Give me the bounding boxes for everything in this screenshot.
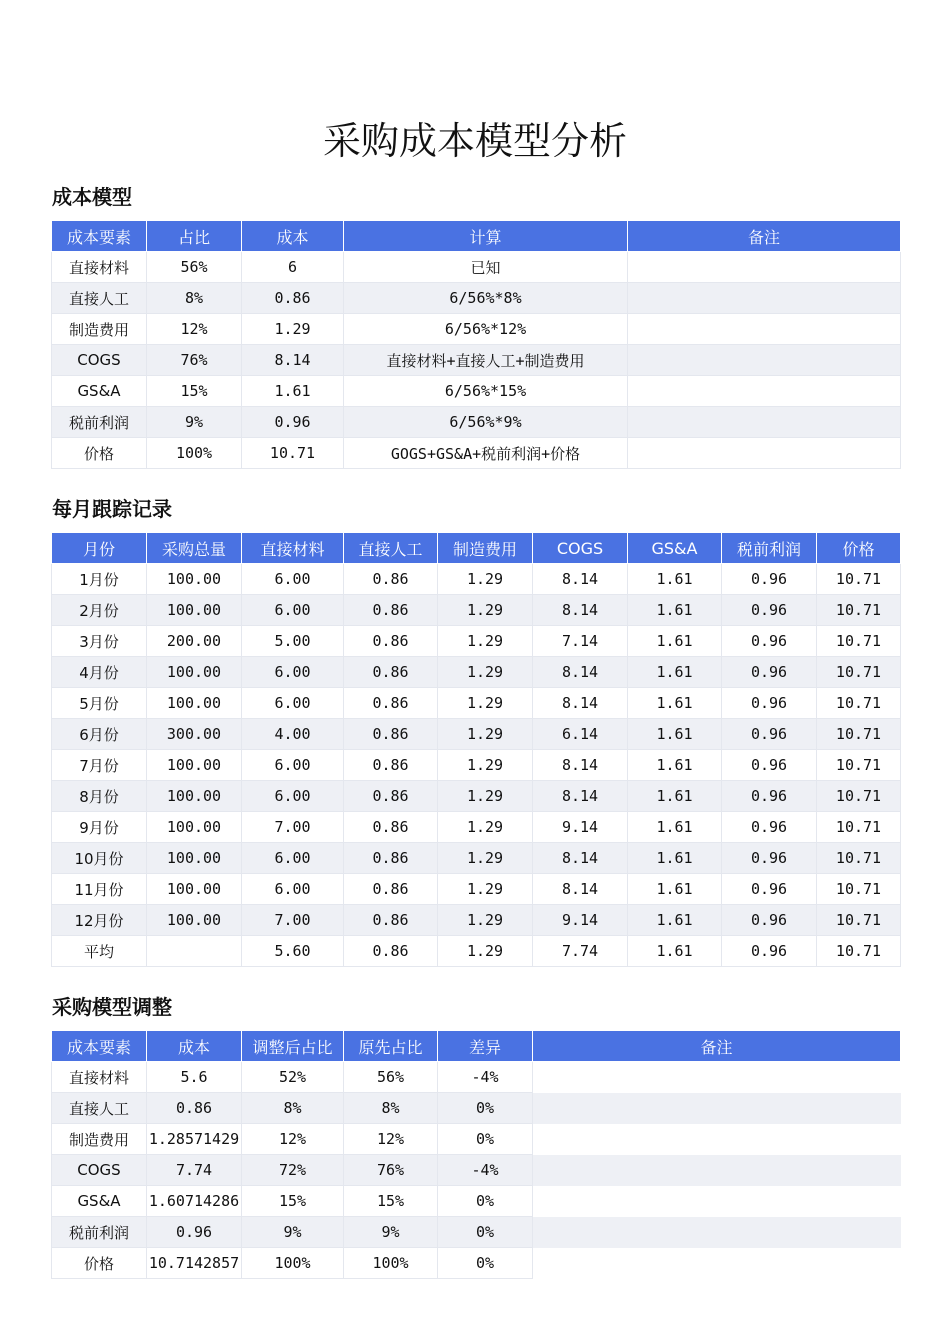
table-cell: 100.00	[147, 564, 242, 595]
table-cell: GS&A	[52, 1186, 147, 1217]
column-header: 成本	[147, 1031, 242, 1062]
table-cell: 12%	[147, 314, 242, 345]
table-cell: 0.86	[344, 874, 438, 905]
column-header: 备注	[628, 221, 901, 252]
table-cell: 100.00	[147, 812, 242, 843]
table-cell: 10.71	[817, 750, 901, 781]
table-cell: 7.14	[533, 626, 628, 657]
cost-model-table	[51, 220, 901, 469]
table-row	[52, 283, 901, 314]
table-cell: 1.60714286	[147, 1186, 242, 1217]
table-cell: 9.14	[533, 905, 628, 936]
column-header: 计算	[344, 221, 628, 252]
table-cell: 直接材料+直接人工+制造费用	[344, 345, 628, 376]
table-cell	[628, 407, 901, 438]
table-row	[52, 750, 901, 781]
table-row	[52, 812, 901, 843]
table-cell: 56%	[344, 1062, 438, 1093]
table-cell: 0.96	[722, 688, 817, 719]
table-cell: 7.74	[147, 1155, 242, 1186]
table-cell: 1月份	[52, 564, 147, 595]
column-header: 月份	[52, 533, 147, 564]
table-cell: 1.61	[628, 564, 722, 595]
table-header-row	[52, 1031, 901, 1062]
table-cell	[628, 283, 901, 314]
table-cell: 52%	[242, 1062, 344, 1093]
table-cell	[628, 252, 901, 283]
table-row	[52, 1186, 901, 1217]
table-cell: 8.14	[533, 657, 628, 688]
table-cell: 5.60	[242, 936, 344, 967]
section-title-monthly: 每月跟踪记录	[52, 497, 172, 521]
table-cell: 0.86	[344, 843, 438, 874]
table-cell: 5月份	[52, 688, 147, 719]
table-cell	[533, 1248, 901, 1279]
table-row	[52, 874, 901, 905]
column-header: 差异	[438, 1031, 533, 1062]
column-header: 原先占比	[344, 1031, 438, 1062]
table-row	[52, 1155, 901, 1186]
table-cell: 8.14	[533, 843, 628, 874]
table-cell: 15%	[242, 1186, 344, 1217]
table-row	[52, 345, 901, 376]
table-row	[52, 407, 901, 438]
column-header: 成本	[242, 221, 344, 252]
column-header: 调整后占比	[242, 1031, 344, 1062]
table-cell: 1.29	[438, 595, 533, 626]
table-cell	[628, 438, 901, 469]
table-cell: 5.6	[147, 1062, 242, 1093]
column-header: 税前利润	[722, 533, 817, 564]
table-cell	[147, 936, 242, 967]
model-adjust-table	[51, 1030, 901, 1279]
table-row	[52, 657, 901, 688]
table-cell: 100%	[242, 1248, 344, 1279]
column-header: 直接人工	[344, 533, 438, 564]
table-cell: 0.96	[722, 595, 817, 626]
table-cell	[533, 1217, 901, 1248]
table-cell: 0.86	[344, 905, 438, 936]
table-cell	[533, 1124, 901, 1155]
table-cell: -4%	[438, 1062, 533, 1093]
column-header: 直接材料	[242, 533, 344, 564]
table-cell: 100.00	[147, 874, 242, 905]
table-cell: 11月份	[52, 874, 147, 905]
table-row	[52, 905, 901, 936]
table-row	[52, 595, 901, 626]
table-cell: 价格	[52, 438, 147, 469]
table-cell: 1.29	[438, 936, 533, 967]
table-row	[52, 1124, 901, 1155]
column-header: 占比	[147, 221, 242, 252]
table-cell: 12月份	[52, 905, 147, 936]
table-cell: 直接材料	[52, 252, 147, 283]
table-cell: 0.96	[722, 905, 817, 936]
table-cell: 制造费用	[52, 1124, 147, 1155]
table-cell: 直接人工	[52, 1093, 147, 1124]
table-cell: 6.00	[242, 843, 344, 874]
table-cell: 0.96	[722, 626, 817, 657]
table-cell: 已知	[344, 252, 628, 283]
table-cell: COGS	[52, 1155, 147, 1186]
table-cell: 10.71	[817, 781, 901, 812]
table-cell: 1.61	[628, 905, 722, 936]
column-header: 成本要素	[52, 1031, 147, 1062]
table-cell: 100%	[344, 1248, 438, 1279]
table-cell: 0.86	[344, 564, 438, 595]
table-cell: 8月份	[52, 781, 147, 812]
table-cell: 1.28571429	[147, 1124, 242, 1155]
table-cell: 0.96	[242, 407, 344, 438]
table-cell: 1.29	[438, 564, 533, 595]
table-cell: 8.14	[533, 781, 628, 812]
table-row	[52, 688, 901, 719]
table-cell: 1.61	[628, 781, 722, 812]
table-cell: 10.71	[242, 438, 344, 469]
table-cell: 税前利润	[52, 407, 147, 438]
monthly-tracking-table	[51, 532, 901, 967]
column-header: 价格	[817, 533, 901, 564]
table-cell: 1.29	[438, 781, 533, 812]
table-cell	[628, 376, 901, 407]
table-cell: 10.71	[817, 595, 901, 626]
table-cell: 9%	[147, 407, 242, 438]
table-cell: 0.86	[344, 626, 438, 657]
table-cell: 1.29	[438, 657, 533, 688]
table-cell: 0.86	[344, 936, 438, 967]
table-cell: 6	[242, 252, 344, 283]
table-cell: 100.00	[147, 781, 242, 812]
table-cell: 1.61	[628, 874, 722, 905]
table-cell: 10.71	[817, 657, 901, 688]
column-header: 制造费用	[438, 533, 533, 564]
section-title-cost-model: 成本模型	[52, 185, 132, 209]
table-cell: 0.96	[722, 657, 817, 688]
table-cell: 1.61	[242, 376, 344, 407]
table-cell: 0%	[438, 1186, 533, 1217]
table-cell: 6.00	[242, 688, 344, 719]
table-cell: 0.86	[344, 719, 438, 750]
table-cell: 8%	[147, 283, 242, 314]
table-cell: 9%	[242, 1217, 344, 1248]
table-cell: 6.00	[242, 657, 344, 688]
table-cell: 1.29	[242, 314, 344, 345]
column-header: GS&A	[628, 533, 722, 564]
table-cell: 0.96	[722, 936, 817, 967]
table-cell: 1.29	[438, 626, 533, 657]
table-cell: 10.71	[817, 812, 901, 843]
table-cell: 7月份	[52, 750, 147, 781]
table-cell: 1.61	[628, 688, 722, 719]
table-cell: 0.86	[344, 750, 438, 781]
table-cell: 1.29	[438, 874, 533, 905]
table-cell: 0.86	[344, 688, 438, 719]
table-cell: 1.61	[628, 595, 722, 626]
table-cell: 1.61	[628, 626, 722, 657]
table-cell: 100.00	[147, 750, 242, 781]
table-cell: 1.61	[628, 750, 722, 781]
table-row	[52, 781, 901, 812]
table-cell: 10.71	[817, 874, 901, 905]
table-cell: 200.00	[147, 626, 242, 657]
table-cell: 8.14	[533, 595, 628, 626]
table-cell: GS&A	[52, 376, 147, 407]
table-cell: 0.86	[344, 657, 438, 688]
table-cell: 1.29	[438, 905, 533, 936]
table-cell: 直接材料	[52, 1062, 147, 1093]
table-cell: 76%	[147, 345, 242, 376]
table-cell: 1.61	[628, 812, 722, 843]
table-cell: 0.96	[722, 843, 817, 874]
table-cell: 10.71	[817, 626, 901, 657]
table-cell: 1.29	[438, 812, 533, 843]
table-cell: 1.61	[628, 657, 722, 688]
table-cell: 7.74	[533, 936, 628, 967]
table-row	[52, 719, 901, 750]
table-cell: 300.00	[147, 719, 242, 750]
table-row	[52, 376, 901, 407]
table-cell: 6.00	[242, 564, 344, 595]
table-cell: 0.86	[242, 283, 344, 314]
table-row	[52, 1062, 901, 1093]
table-cell: 10.71	[817, 719, 901, 750]
table-cell: 0.86	[344, 595, 438, 626]
table-cell: 0%	[438, 1124, 533, 1155]
table-cell: 0.96	[722, 781, 817, 812]
column-header: 采购总量	[147, 533, 242, 564]
table-cell: 8%	[344, 1093, 438, 1124]
table-cell: 直接人工	[52, 283, 147, 314]
table-cell: 8%	[242, 1093, 344, 1124]
table-cell: 6/56%*15%	[344, 376, 628, 407]
table-cell: 10.7142857	[147, 1248, 242, 1279]
table-cell: 6/56%*9%	[344, 407, 628, 438]
table-cell: 9%	[344, 1217, 438, 1248]
table-cell	[628, 345, 901, 376]
page-title: 采购成本模型分析	[322, 119, 627, 163]
table-cell	[533, 1062, 901, 1093]
table-cell: 0.96	[722, 812, 817, 843]
table-row	[52, 438, 901, 469]
table-cell: 0.96	[722, 719, 817, 750]
table-row	[52, 1248, 901, 1279]
table-cell: 100.00	[147, 843, 242, 874]
table-cell: 2月份	[52, 595, 147, 626]
table-cell: 6.14	[533, 719, 628, 750]
table-cell: 8.14	[533, 874, 628, 905]
table-cell: 价格	[52, 1248, 147, 1279]
table-cell: 12%	[344, 1124, 438, 1155]
table-cell: 1.61	[628, 843, 722, 874]
table-cell: 1.61	[628, 719, 722, 750]
table-cell: 1.29	[438, 750, 533, 781]
table-cell: 6/56%*12%	[344, 314, 628, 345]
table-row	[52, 1093, 901, 1124]
table-cell: 10.71	[817, 936, 901, 967]
table-cell: COGS	[52, 345, 147, 376]
table-row	[52, 843, 901, 874]
table-cell: 5.00	[242, 626, 344, 657]
table-cell: 8.14	[242, 345, 344, 376]
table-cell: 8.14	[533, 688, 628, 719]
table-cell: 10.71	[817, 905, 901, 936]
table-cell: 0.96	[722, 874, 817, 905]
table-cell	[628, 314, 901, 345]
table-cell: 10.71	[817, 843, 901, 874]
table-cell: -4%	[438, 1155, 533, 1186]
table-cell: 12%	[242, 1124, 344, 1155]
table-cell: 1.29	[438, 843, 533, 874]
table-cell: 6.00	[242, 874, 344, 905]
table-cell: 76%	[344, 1155, 438, 1186]
table-cell: 1.29	[438, 688, 533, 719]
table-cell: 制造费用	[52, 314, 147, 345]
table-cell: 0%	[438, 1248, 533, 1279]
table-cell	[533, 1186, 901, 1217]
table-cell: 100.00	[147, 905, 242, 936]
table-row	[52, 626, 901, 657]
table-cell: 56%	[147, 252, 242, 283]
table-row	[52, 252, 901, 283]
table-row	[52, 564, 901, 595]
table-cell: 平均	[52, 936, 147, 967]
table-cell: 1.61	[628, 936, 722, 967]
table-cell: 0.86	[344, 781, 438, 812]
table-cell: 100.00	[147, 657, 242, 688]
table-cell: 3月份	[52, 626, 147, 657]
table-cell: 8.14	[533, 750, 628, 781]
section-title-adjust: 采购模型调整	[52, 995, 172, 1019]
table-cell: 100.00	[147, 595, 242, 626]
table-cell: 100.00	[147, 688, 242, 719]
table-cell: 0%	[438, 1093, 533, 1124]
table-cell: 6.00	[242, 595, 344, 626]
table-cell: 10.71	[817, 564, 901, 595]
column-header: 备注	[533, 1031, 901, 1062]
table-row	[52, 936, 901, 967]
table-cell: 9.14	[533, 812, 628, 843]
table-cell: 8.14	[533, 564, 628, 595]
table-cell: 7.00	[242, 905, 344, 936]
table-cell: 0.96	[147, 1217, 242, 1248]
table-header-row	[52, 221, 901, 252]
table-cell: 9月份	[52, 812, 147, 843]
table-cell: 100%	[147, 438, 242, 469]
table-row	[52, 314, 901, 345]
table-cell: 10月份	[52, 843, 147, 874]
table-header-row	[52, 533, 901, 564]
table-cell: 7.00	[242, 812, 344, 843]
table-cell: 税前利润	[52, 1217, 147, 1248]
table-cell: 0%	[438, 1217, 533, 1248]
table-cell: 15%	[147, 376, 242, 407]
table-cell: 4.00	[242, 719, 344, 750]
column-header: COGS	[533, 533, 628, 564]
table-row	[52, 1217, 901, 1248]
table-cell: 6/56%*8%	[344, 283, 628, 314]
table-cell	[533, 1093, 901, 1124]
table-cell: 6.00	[242, 781, 344, 812]
column-header: 成本要素	[52, 221, 147, 252]
table-cell: 6月份	[52, 719, 147, 750]
table-cell: 4月份	[52, 657, 147, 688]
table-cell: 10.71	[817, 688, 901, 719]
table-cell: 0.86	[147, 1093, 242, 1124]
table-cell: 0.96	[722, 564, 817, 595]
table-cell: 0.86	[344, 812, 438, 843]
table-cell: 15%	[344, 1186, 438, 1217]
table-cell: 0.96	[722, 750, 817, 781]
table-cell: 6.00	[242, 750, 344, 781]
table-cell: 72%	[242, 1155, 344, 1186]
table-cell: 1.29	[438, 719, 533, 750]
table-cell	[533, 1155, 901, 1186]
table-cell: GOGS+GS&A+税前利润+价格	[344, 438, 628, 469]
